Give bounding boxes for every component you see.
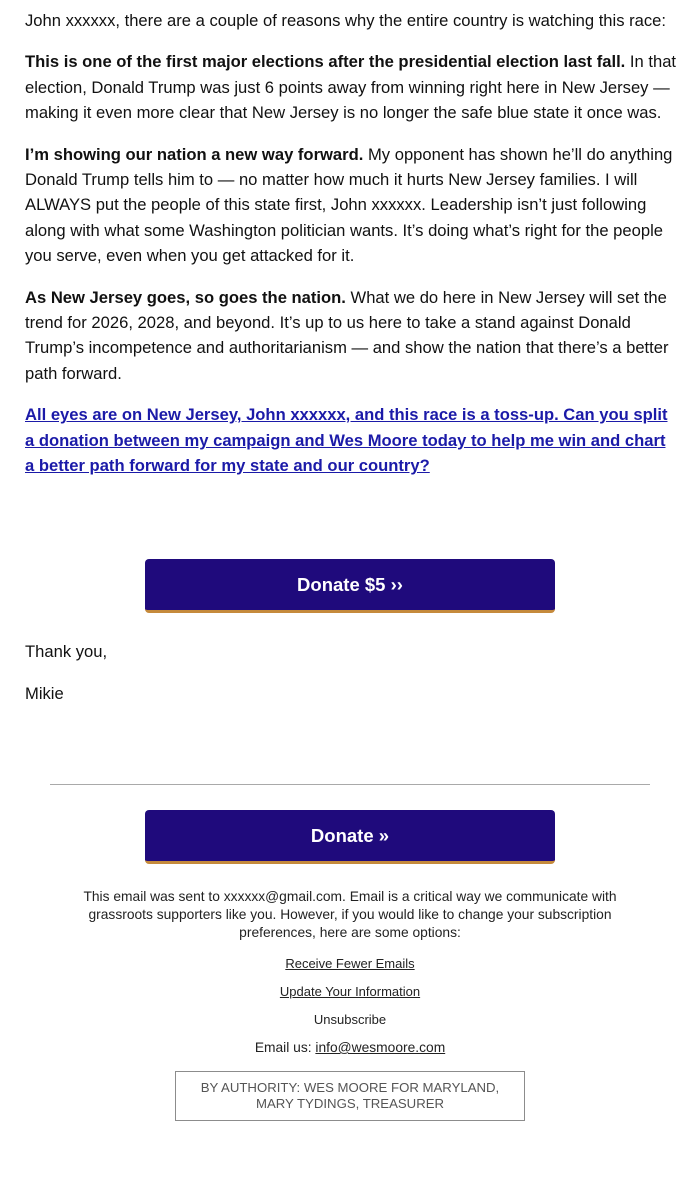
email-body bbox=[25, 8, 677, 505]
paragraph-election bbox=[25, 49, 677, 125]
intro-text: John xxxxxx, there are a couple of reasons why the entire country is watching this race: bbox=[25, 11, 667, 30]
unsubscribe-row bbox=[0, 1012, 700, 1027]
signature-name: Mikie bbox=[25, 684, 64, 703]
paragraph-election-bold: This is one of the first major elections after the presidential election last fall. bbox=[25, 52, 626, 72]
update-information-row bbox=[0, 984, 700, 999]
donate-button[interactable]: Donate » bbox=[145, 810, 555, 864]
donation-appeal-link[interactable]: All eyes are on New Jersey, John xxxxxx, and this race is a toss-up. Can you split a donation between my campaign and Wes Moore today to help me win and chart a better path forward for my state and our country? bbox=[25, 405, 668, 476]
paragraph-way-forward bbox=[25, 142, 677, 269]
footer-divider bbox=[50, 784, 650, 785]
thank-you-text: Thank you, bbox=[25, 642, 108, 661]
paragraph-way-forward-text: My opponent has shown he’ll do anything Donald Trump tells him to — no matter how much it hurts New Jersey families. I will ALWAYS put the people of this state first, John xxxxxx. Leadership isn’t just following along with what some Washington politician wants. It’s doing what’s right for the people you serve, even when you get attacked for it. bbox=[25, 144, 673, 266]
donate-5-button[interactable]: Donate $5 ›› bbox=[145, 559, 555, 613]
authority-line-1: BY AUTHORITY: WES MOORE FOR MARYLAND, bbox=[200, 1080, 500, 1095]
unsubscribe-link[interactable]: Unsubscribe bbox=[313, 1012, 387, 1027]
update-information-link[interactable]: Update Your Information bbox=[279, 984, 421, 999]
email-us-link[interactable]: info@wesmoore.com bbox=[315, 1040, 446, 1055]
paragraph-nation bbox=[25, 285, 677, 387]
paragraph-nation-text: What we do here in New Jersey will set the trend for 2026, 2028, and beyond. It’s up to us here to take a stand against Donald Trump’s incompetence and authoritarianism — and show the nation that there’s a better path forward. bbox=[25, 287, 669, 383]
receive-fewer-emails-row bbox=[0, 956, 700, 971]
authority-disclaimer-box bbox=[175, 1071, 525, 1121]
paragraph-way-forward-bold: I’m showing our nation a new way forward. bbox=[25, 144, 364, 164]
email-us-row bbox=[0, 1040, 700, 1055]
email-us-label: Email us: bbox=[254, 1040, 316, 1055]
footer-notice: This email was sent to xxxxxx@gmail.com. Email is a critical way we communicate with grassroots supporters like you. However, if you would like to change your subscription preferences, here are some options: bbox=[83, 889, 617, 940]
authority-line-2: MARY TYDINGS, TREASURER bbox=[255, 1096, 445, 1111]
paragraph-election-text: In that election, Donald Trump was just 6 points away from winning right here in New Jersey — making it even more clear that New Jersey is no longer the safe blue state it once was. bbox=[25, 52, 677, 123]
paragraph-nation-bold: As New Jersey goes, so goes the nation. bbox=[25, 287, 346, 307]
intro-paragraph bbox=[25, 8, 677, 33]
receive-fewer-emails-link[interactable]: Receive Fewer Emails bbox=[285, 956, 415, 971]
